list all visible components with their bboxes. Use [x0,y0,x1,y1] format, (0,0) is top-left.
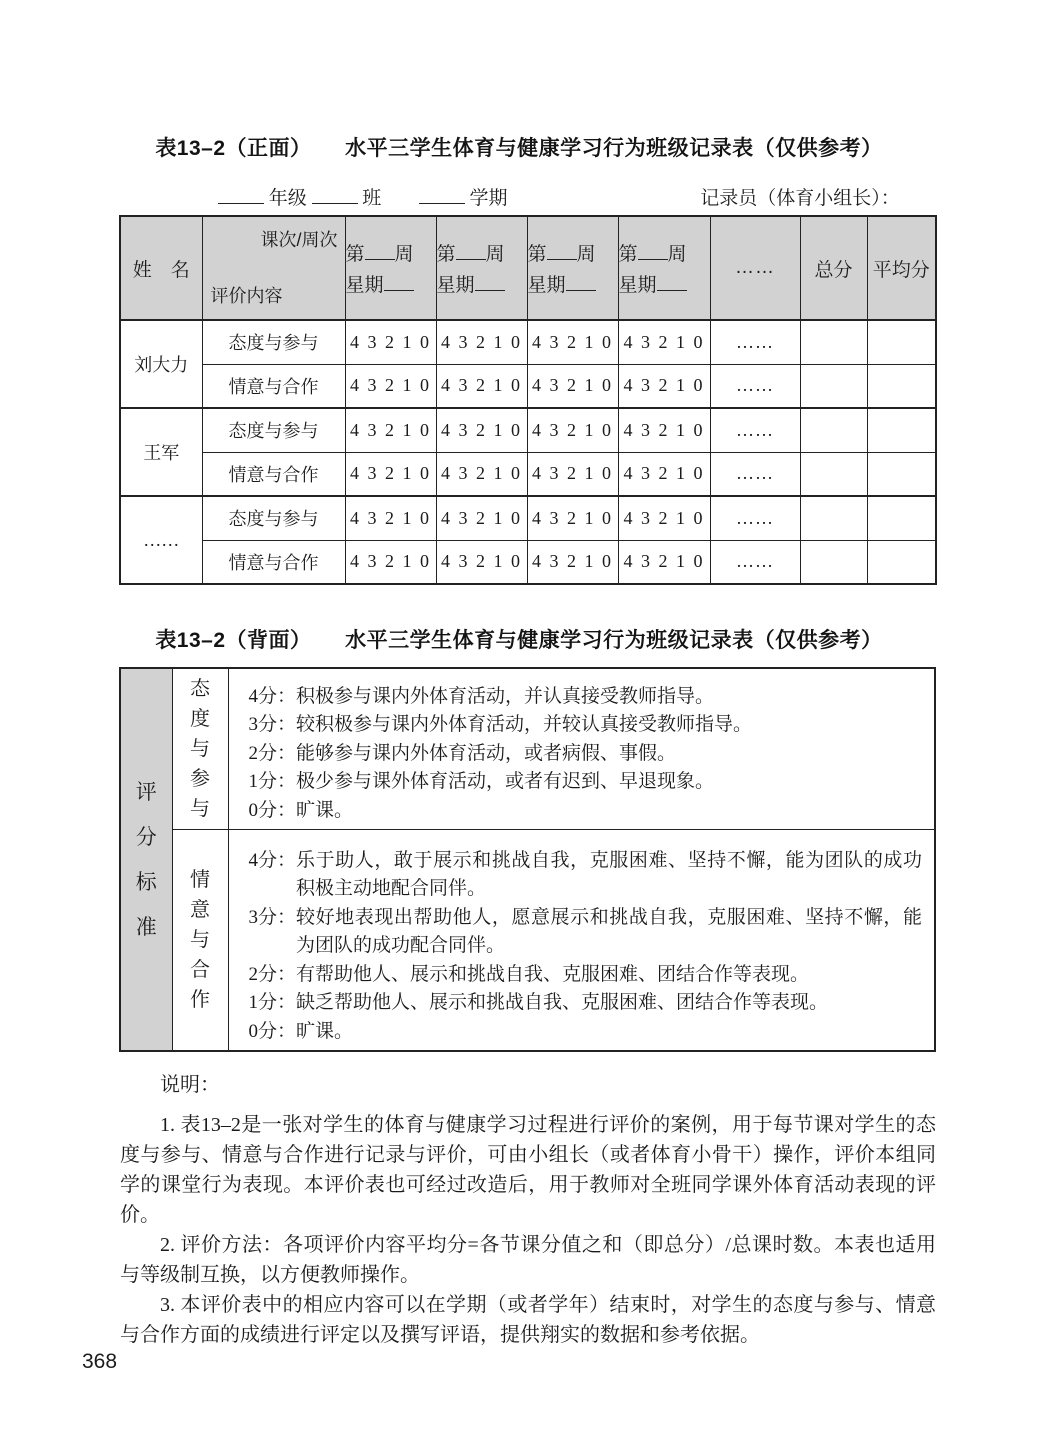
back-criteria-table [119,667,936,1052]
total-cell [800,452,867,496]
ellipsis-cell: …… [710,540,800,584]
note-item-3: 3. 本评价表中的相应内容可以在学期（或者学年）结束时，对学生的态度与参与、情意与合作方面的成绩进行评定以及撰写评语，提供翔实的数据和参考依据。 [120,1294,936,1346]
back-table-tag: 表13–2（背面） [155,629,312,652]
notes-section [120,1070,936,1350]
criteria-item [249,740,923,768]
criteria-item [249,711,923,739]
criteria-text: 有帮助他人、展示和挑战自我、克服困难、团结合作等表现。 [296,963,810,985]
score-label: 1分： [248,992,297,1014]
score-label: 1分： [248,771,297,793]
aspect-cell: 态度与参与 [202,496,345,540]
criteria-text: 积极参与课内外体育活动，并认真接受教师指导。 [296,685,715,707]
grading-criteria-label: 评分标准 [135,780,157,939]
average-cell [867,320,936,364]
week-prefix: 第 [345,244,365,265]
day-label: 星期 [618,275,657,296]
score-scale-cell: 4 3 2 1 0 [345,320,436,364]
criteria-item [249,904,923,961]
score-label: 2分： [248,963,297,985]
diagonal-bottom-label: 评价内容 [210,286,283,306]
criteria-row [120,830,935,1052]
score-scale-cell: 4 3 2 1 0 [527,408,618,452]
table-row [120,496,936,540]
form-line [218,183,900,210]
name-header-cell: 姓 名 [120,216,202,320]
score-label: 0分： [248,799,297,821]
score-scale-cell: 4 3 2 1 0 [345,540,436,584]
notes-heading: 说明： [160,1074,220,1096]
ellipsis-cell: …… [710,364,800,408]
score-scale-cell: 4 3 2 1 0 [527,540,618,584]
week-suffix: 周 [394,244,414,265]
student-name-cell: 刘大力 [120,320,202,408]
criteria-item [249,797,923,825]
week-suffix: 周 [485,244,505,265]
recorder-label: 记录员（体育小组长）： [700,188,900,209]
criteria-content-cell [228,830,935,1052]
score-scale-cell: 4 3 2 1 0 [436,496,527,540]
score-scale-cell: 4 3 2 1 0 [436,320,527,364]
week-header-cell-2 [436,216,527,320]
student-name-cell: 王军 [120,408,202,496]
criteria-content-cell [228,668,935,830]
criteria-text: 极少参与课外体育活动，或者有迟到、早退现象。 [296,771,715,793]
day-label: 星期 [436,275,475,296]
score-scale-cell: 4 3 2 1 0 [345,408,436,452]
score-scale-cell: 4 3 2 1 0 [618,364,710,408]
student-name-cell: …… [120,496,202,584]
back-table-name: 水平三学生体育与健康学习行为班级记录表（仅供参考） [345,629,883,652]
score-scale-cell: 4 3 2 1 0 [618,540,710,584]
header-row [120,216,936,320]
score-scale-cell: 4 3 2 1 0 [345,364,436,408]
week-header-cell-3 [527,216,618,320]
score-label: 4分： [248,685,297,707]
week-prefix: 第 [618,244,638,265]
week-number-blank [456,245,486,260]
week-header-cell-1 [345,216,436,320]
back-table-title [0,624,1038,654]
criteria-item [249,683,923,711]
average-cell [867,496,936,540]
week-prefix: 第 [527,244,547,265]
average-cell [867,540,936,584]
day-label: 星期 [527,275,566,296]
score-scale-cell: 4 3 2 1 0 [618,408,710,452]
week-number-blank [365,245,395,260]
aspect-label-cell [172,830,228,1052]
week-header-cell-4 [618,216,710,320]
ellipsis-cell: …… [710,452,800,496]
total-cell [800,408,867,452]
week-number-blank [547,245,577,260]
criteria-text: 能够参与课内外体育活动，或者病假、事假。 [296,742,677,764]
ellipsis-header-cell: …… [710,216,800,320]
total-cell [800,320,867,364]
front-table-tag: 表13–2（正面） [155,137,312,160]
day-label: 星期 [345,275,384,296]
term-blank [419,187,465,204]
score-scale-cell: 4 3 2 1 0 [527,496,618,540]
score-scale-cell: 4 3 2 1 0 [436,408,527,452]
criteria-item [249,1018,923,1046]
aspect-cell: 情意与合作 [202,452,345,496]
average-cell [867,452,936,496]
criteria-text: 旷课。 [296,799,354,821]
aspect-cell: 态度与参与 [202,320,345,364]
score-label: 2分： [248,742,297,764]
criteria-text: 较好地表现出帮助他人，愿意展示和挑战自我，克服困难、坚持不懈，能为团队的成功配合同伴。 [296,906,922,957]
score-scale-cell: 4 3 2 1 0 [618,452,710,496]
front-table-name: 水平三学生体育与健康学习行为班级记录表（仅供参考） [345,137,883,160]
score-scale-cell: 4 3 2 1 0 [618,320,710,364]
day-number-blank [566,276,596,291]
grading-criteria-side-cell [120,668,172,1051]
criteria-text: 缺乏帮助他人、展示和挑战自我、克服困难、团结合作等表现。 [296,992,829,1014]
ellipsis-cell: …… [710,320,800,364]
score-scale-cell: 4 3 2 1 0 [527,364,618,408]
term-label: 学期 [469,188,508,209]
week-number-blank [638,245,668,260]
score-scale-cell: 4 3 2 1 0 [436,452,527,496]
class-blank [312,187,358,204]
score-scale-cell: 4 3 2 1 0 [527,320,618,364]
course-week-diagonal-cell [202,216,345,320]
score-label: 3分： [248,906,297,928]
grade-label: 年级 [268,188,307,209]
score-scale-cell: 4 3 2 1 0 [345,452,436,496]
ellipsis-cell: …… [710,496,800,540]
diagonal-top-label: 课次/周次 [260,230,338,250]
table-row [120,540,936,584]
front-record-table [119,215,937,585]
criteria-text: 较积极参与课内外体育活动，并较认真接受教师指导。 [296,714,753,736]
average-header-cell: 平均分 [867,216,936,320]
ellipsis-cell: …… [710,408,800,452]
score-scale-cell: 4 3 2 1 0 [436,364,527,408]
criteria-item [249,961,923,989]
criteria-item [249,989,923,1017]
week-prefix: 第 [436,244,456,265]
grade-blank [218,187,264,204]
week-suffix: 周 [576,244,596,265]
note-item-1: 1. 表13–2是一张对学生的体育与健康学习过程进行评价的案例，用于每节课对学生的态度与参与、情意与合作进行记录与评价，可由小组长（或者体育小骨干）操作，评价本组同学的课堂行为表现。本评价表也可经过改造后，用于教师对全班同学课外体育活动表现的评价。 [120,1114,936,1226]
aspect-cell: 态度与参与 [202,408,345,452]
table-row [120,320,936,364]
score-scale-cell: 4 3 2 1 0 [527,452,618,496]
average-cell [867,408,936,452]
page-number: 368 [82,1350,118,1373]
aspect-label: 态度与参与 [190,678,210,820]
day-number-blank [384,276,414,291]
total-cell [800,496,867,540]
score-label: 4分： [248,850,297,872]
day-number-blank [657,276,687,291]
criteria-item [249,768,923,796]
note-item-2: 2. 评价方法：各项评价内容平均分=各节课分值之和（即总分）/总课时数。本表也适用与等级制互换，以方便教师操作。 [120,1234,936,1286]
score-label: 3分： [248,714,297,736]
average-cell [867,364,936,408]
day-number-blank [475,276,505,291]
aspect-label: 情意与合作 [190,869,210,1011]
total-cell [800,540,867,584]
criteria-row [120,668,935,830]
score-scale-cell: 4 3 2 1 0 [618,496,710,540]
front-table-title [0,132,1038,162]
score-scale-cell: 4 3 2 1 0 [436,540,527,584]
class-label: 班 [362,188,382,209]
total-cell [800,364,867,408]
table-row [120,452,936,496]
criteria-item [249,847,923,904]
criteria-text: 乐于助人，敢于展示和挑战自我，克服困难、坚持不懈，能为团队的成功积极主动地配合同伴。 [296,850,922,900]
aspect-cell: 情意与合作 [202,364,345,408]
aspect-label-cell [172,668,228,830]
score-scale-cell: 4 3 2 1 0 [345,496,436,540]
week-suffix: 周 [667,244,687,265]
total-header-cell: 总分 [800,216,867,320]
aspect-cell: 情意与合作 [202,540,345,584]
score-label: 0分： [248,1020,297,1042]
table-row [120,364,936,408]
criteria-text: 旷课。 [296,1020,354,1042]
table-row [120,408,936,452]
